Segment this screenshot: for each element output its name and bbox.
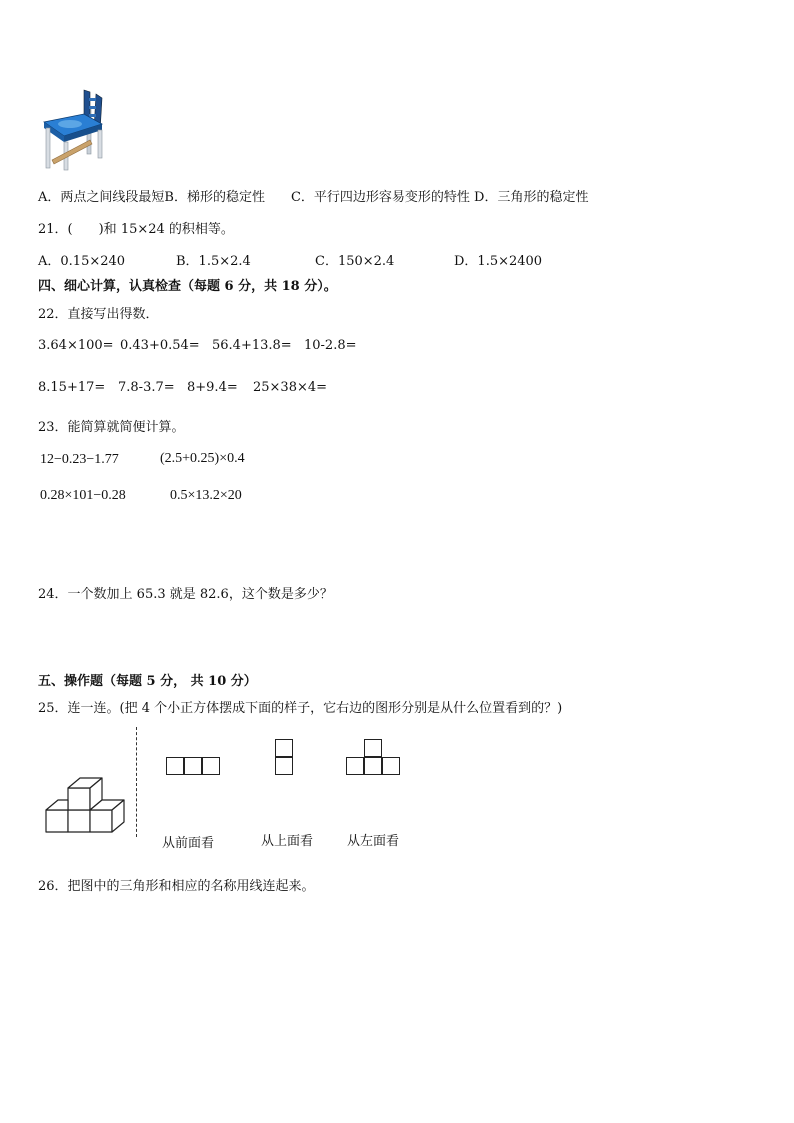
q21-option-b: B．1.5×2.4 [176,254,251,269]
q22-expr: 7.8-3.7= [118,380,175,395]
dashed-divider [136,727,137,837]
q21-option-a: A．0.15×240 [38,254,126,269]
q22-expr: 8+9.4= [187,380,238,395]
q22-stem: 22．直接写出得数． [38,307,159,322]
q23-expr: 0.5×13.2×20 [170,488,242,503]
q25-stem: 25．连一连。(把 4 个小正方体摆成下面的样子，它右边的图形分别是从什么位置看到的？) [38,701,563,716]
q22-expr: 25×38×4= [253,380,328,395]
q21-option-d: D．1.5×2400 [454,254,543,269]
q23-expr: 12−0.23−1.77 [40,452,119,467]
view-label-left: 从左面看 [347,834,400,849]
q22-expr: 8.15+17= [38,380,106,395]
q23-expr: 0.28×101−0.28 [40,488,126,503]
q21-stem: 21．( )和 15×24 的积相等。 [38,222,234,237]
q24-stem: 24．一个数加上 65.3 就是 82.6，这个数是多少？ [38,587,333,602]
q22-expr: 10-2.8= [304,338,357,353]
q21-option-c: C．150×2.4 [315,254,395,269]
chair-illustration [40,88,108,172]
q23-stem: 23．能简算就简便计算。 [38,420,185,435]
q22-expr: 0.43+0.54= [120,338,200,353]
q20-options: A．两点之间线段最短B．梯形的稳定性 C．平行四边形容易变形的特性 D．三角形的稳定性 [38,190,589,205]
view-label-front: 从前面看 [162,836,215,851]
cube-stack-figure [44,774,128,836]
q22-expr: 56.4+13.8= [212,338,292,353]
view-label-top: 从上面看 [261,834,314,849]
q26-stem: 26．把图中的三角形和相应的名称用线连起来。 [38,879,315,894]
section-5-heading: 五、操作题（每题 5 分， 共 10 分） [38,674,257,689]
q23-expr: (2.5+0.25)×0.4 [160,451,245,466]
q22-expr: 3.64×100= [38,338,114,353]
section-4-heading: 四、细心计算，认真检查（每题 6 分，共 18 分）。 [38,279,337,294]
